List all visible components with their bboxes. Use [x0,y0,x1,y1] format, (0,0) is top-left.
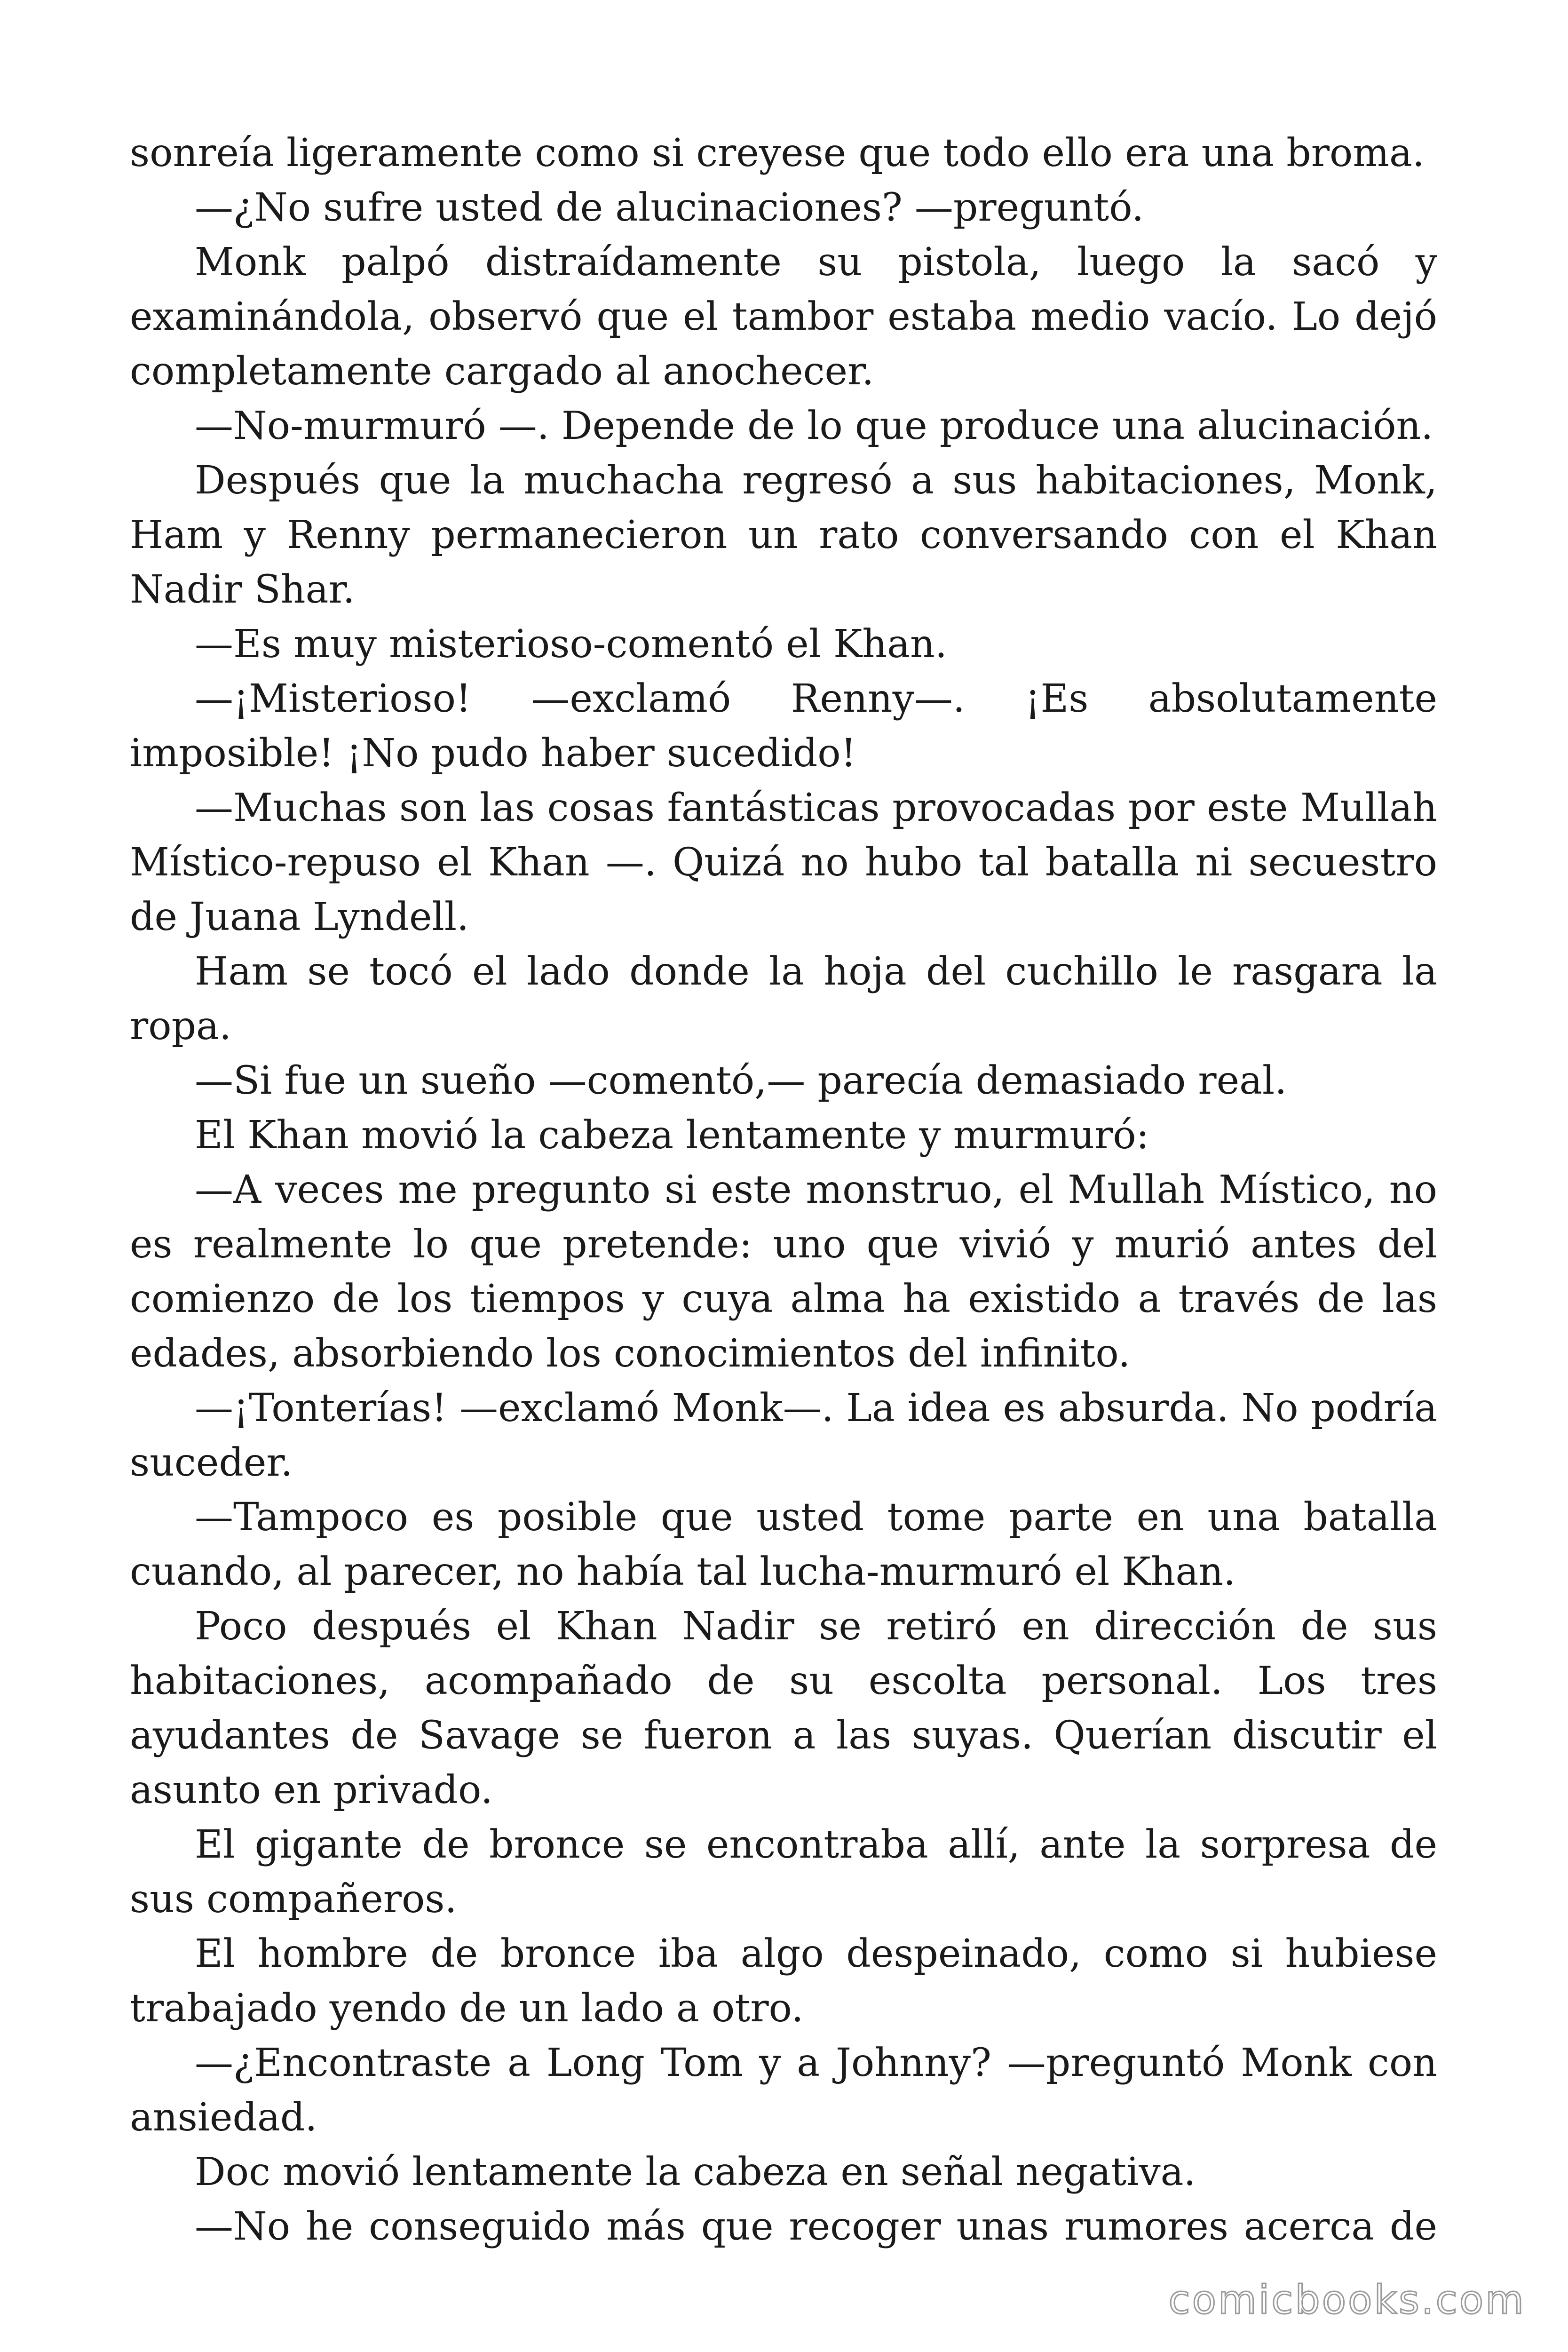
paragraph-20: —No he conseguido más que recoger unas rumores acerca de [195,2204,1437,2249]
paragraph-6: —Es muy misterioso-comentó el Khan. [195,622,947,667]
paragraph-13: —¡Tonterías! —exclamó Monk—. La idea es absurda. No podría suceder. [130,1386,1437,1485]
paragraph-15: Poco después el Khan Nadir se retiró en dirección de sus habitaciones, acompañado de su escolta personal. Los tres ayudantes de Savage se fueron a las suyas. Querían discutir el asunto en privado. [130,1604,1437,1812]
book-page-text [130,126,1437,2254]
paragraph-14: —Tampoco es posible que usted tome parte en una batalla cuando, al parecer, no había tal lucha-murmuró el Khan. [130,1495,1437,1594]
paragraph-19: Doc movió lentamente la cabeza en señal negativa. [195,2150,1196,2194]
paragraph-17: El hombre de bronce iba algo despeinado, como si hubiese trabajado yendo de un lado a otro. [130,1931,1437,2031]
paragraph-8: —Muchas son las cosas fantásticas provocadas por este Mullah Místico-repuso el Khan —. Quizá no hubo tal batalla ni secuestro de Juana Lyndell. [130,786,1437,939]
paragraph-10: —Si fue un sueño —comentó,— parecía demasiado real. [195,1058,1287,1103]
paragraph-11: El Khan movió la cabeza lentamente y murmuró: [195,1113,1149,1158]
paragraph-12: —A veces me pregunto si este monstruo, el Mullah Místico, no es realmente lo que pretende: uno que vivió y murió antes del comienzo de los tiempos y cuya alma ha existido a través de las edades, absorbiendo los conocimientos del infinito. [130,1168,1437,1376]
paragraph-3: Monk palpó distraídamente su pistola, luego la sacó y examinándola, observó que el tambor estaba medio vacío. Lo dejó completamente cargado al anochecer. [130,240,1437,394]
paragraph-4: —No-murmuró —. Depende de lo que produce una alucinación. [195,404,1433,448]
paragraph-1: sonreía ligeramente como si creyese que todo ello era una broma. [130,131,1425,175]
paragraph-18: —¿Encontraste a Long Tom y a Johnny? —preguntó Monk con ansiedad. [130,2041,1437,2140]
paragraph-2: —¿No sufre usted de alucinaciones? —preguntó. [195,185,1144,230]
watermark: comicbooks.com [1168,2277,1526,2323]
paragraph-7: —¡Misterioso! —exclamó Renny—. ¡Es absolutamente imposible! ¡No pudo haber sucedido! [130,676,1437,776]
paragraph-9: Ham se tocó el lado donde la hoja del cuchillo le rasgara la ropa. [130,949,1437,1049]
paragraph-5: Después que la muchacha regresó a sus habitaciones, Monk, Ham y Renny permanecieron un rato conversando con el Khan Nadir Shar. [130,458,1437,612]
paragraph-16: El gigante de bronce se encontraba allí, ante la sorpresa de sus compañeros. [130,1822,1437,1922]
